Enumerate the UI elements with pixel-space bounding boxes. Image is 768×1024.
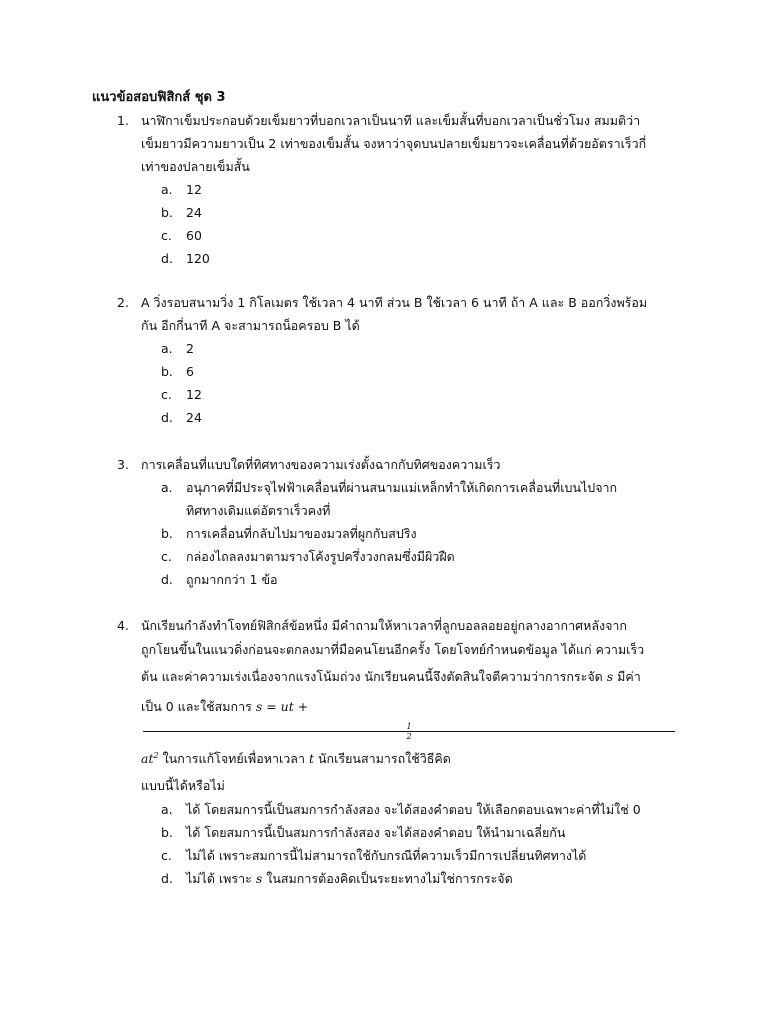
option-letter: b. xyxy=(161,526,173,541)
question-line: เข็มยาวมีความยาวเป็น 2 เท่าของเข็มสั้น จงหาว่าจุดบนปลายเข็มยาวจะเคลื่อนที่ด้วยอัตราเร็วกี่ xyxy=(141,136,647,151)
option-text: 120 xyxy=(186,251,210,266)
question-number: 3. xyxy=(117,457,129,472)
option-text: 6 xyxy=(186,364,194,379)
option-list xyxy=(117,337,677,429)
option-line: อนุภาคที่มีประจุไฟฟ้าเคลื่อนที่ผ่านสนามแม่เหล็กทำให้เกิดการเคลื่อนที่เบนไปจาก xyxy=(186,480,618,495)
question-3 xyxy=(117,453,677,591)
option-letter: c. xyxy=(161,549,172,564)
option-b[interactable] xyxy=(161,522,677,545)
variable-s: s xyxy=(255,871,263,887)
option-letter: a. xyxy=(161,182,173,197)
option-d[interactable] xyxy=(161,406,677,429)
question-number: 4. xyxy=(117,618,129,633)
question-line: นาฬิกาเข็มประกอบด้วยเข็มยาวที่บอกเวลาเป็นนาที และเข็มสั้นที่บอกเวลาเป็นชั่วโมง สมมติว่า xyxy=(141,113,641,128)
variable-s: s xyxy=(606,669,614,684)
option-text: ถูกมากกว่า 1 ข้อ xyxy=(186,572,278,587)
option-d[interactable] xyxy=(161,568,677,591)
option-letter: c. xyxy=(161,228,172,243)
option-b[interactable] xyxy=(161,201,677,224)
option-letter: b. xyxy=(161,825,173,841)
option-letter: d. xyxy=(161,871,173,887)
question-4 xyxy=(117,614,677,890)
option-text: 2 xyxy=(186,341,194,356)
question-line: A วิ่งรอบสนามวิ่ง 1 กิโลเมตร ใช้เวลา 4 นาที ส่วน B ใช้เวลา 6 นาที ถ้า A และ B ออกวิ่งพร้อม xyxy=(141,295,648,310)
option-letter: b. xyxy=(161,364,173,379)
option-c[interactable] xyxy=(161,383,677,406)
option-text: 24 xyxy=(186,205,202,220)
option-letter: a. xyxy=(161,802,173,818)
option-text: 60 xyxy=(186,228,202,243)
option-list xyxy=(117,476,677,591)
option-text: 24 xyxy=(186,410,202,425)
option-text: ไม่ได้ เพราะสมการนี้ไม่สามารถใช้กับกรณีที่ความเร็วมีการเปลี่ยนทิศทางได้ xyxy=(186,848,587,864)
option-d[interactable] xyxy=(161,247,677,270)
option-letter: a. xyxy=(161,341,173,356)
option-a[interactable] xyxy=(161,178,677,201)
option-text: 12 xyxy=(186,182,202,197)
option-letter: a. xyxy=(161,480,173,495)
option-b[interactable] xyxy=(161,821,677,844)
option-c[interactable] xyxy=(161,844,677,867)
option-letter: b. xyxy=(161,205,173,220)
option-text: การเคลื่อนที่กลับไปมาของมวลที่ผูกกับสปริง xyxy=(186,526,417,541)
option-a[interactable] xyxy=(161,476,677,522)
question-line: กัน อีกกี่นาที A จะสามารถน็อครอบ B ได้ xyxy=(141,318,360,333)
option-letter: d. xyxy=(161,410,173,425)
question-line: เท่าของปลายเข็มสั้น xyxy=(141,159,250,174)
variable-t: t xyxy=(308,751,315,767)
option-b[interactable] xyxy=(161,360,677,383)
question-line: ถูกโยนขึ้นในแนวดิ่งก่อนจะตกลงมาที่มือคนโยนอีกครั้ง โดยโจทย์กำหนดข้อมูล ได้แก่ ความเร็ว xyxy=(141,642,645,657)
option-text: กล่องไถลลงมาตามรางโค้งรูปครึ่งวงกลมซึ่งมีผิวฝืด xyxy=(186,549,455,564)
fraction: 1 2 xyxy=(143,722,675,741)
question-text xyxy=(141,614,677,798)
option-c[interactable] xyxy=(161,545,677,568)
option-letter: d. xyxy=(161,251,173,266)
question-2 xyxy=(117,291,677,429)
question-text xyxy=(141,291,677,337)
option-text: 12 xyxy=(186,387,202,402)
question-number: 2. xyxy=(117,295,129,310)
option-list xyxy=(117,798,677,890)
option-text xyxy=(186,476,677,522)
question-line: ต้น และค่าความเร่งเนื่องจากแรงโน้มถ่วง นักเรียนคนนี้จึงตัดสินใจตีความว่าการกระจัด s มีค่า xyxy=(141,669,641,684)
question-1 xyxy=(117,109,677,270)
option-line: ทิศทางเดิมแต่อัตราเร็วคงที่ xyxy=(186,503,331,518)
equation: s = ut + 1 2 $at^2$ xyxy=(141,699,677,766)
option-text: ได้ โดยสมการนี้เป็นสมการกำลังสอง จะได้สองคำตอบ ให้นำมาเฉลี่ยกัน xyxy=(186,825,566,841)
option-d[interactable] xyxy=(161,867,677,890)
question-line: นักเรียนกำลังทำโจทย์ฟิสิกส์ข้อหนึ่ง มีคำถามให้หาเวลาที่ลูกบอลลอยอยู่กลางอากาศหลังจาก xyxy=(141,618,627,633)
option-a[interactable] xyxy=(161,337,677,360)
option-list xyxy=(117,178,677,270)
option-text: ไม่ได้ เพราะ s ในสมการต้องคิดเป็นระยะทางไม่ใช่การกระจัด xyxy=(186,871,513,887)
option-letter: d. xyxy=(161,572,173,587)
option-c[interactable] xyxy=(161,224,677,247)
option-letter: c. xyxy=(161,387,172,402)
question-number: 1. xyxy=(117,113,129,128)
question-text xyxy=(141,453,677,476)
question-line: แบบนี้ได้หรือไม่ xyxy=(141,778,225,794)
option-a[interactable] xyxy=(161,798,677,821)
option-text: ได้ โดยสมการนี้เป็นสมการกำลังสอง จะได้สองคำตอบ ให้เลือกตอบเฉพาะค่าที่ไม่ใช่ 0 xyxy=(186,802,641,818)
question-line: การเคลื่อนที่แบบใดที่ทิศทางของความเร่งตั้งฉากกับทิศของความเร็ว xyxy=(141,457,501,472)
page-title: แนวข้อสอบฟิสิกส์ ชุด 3 xyxy=(92,90,226,105)
question-text xyxy=(141,109,677,178)
question-line: เป็น 0 และใช้สมการ s = ut + 1 2 $at^2$ ในการแก้โจทย์เพื่อหาเวลา t นักเรียนสามารถใช้วิธีคิด xyxy=(141,692,677,774)
option-letter: c. xyxy=(161,848,172,864)
